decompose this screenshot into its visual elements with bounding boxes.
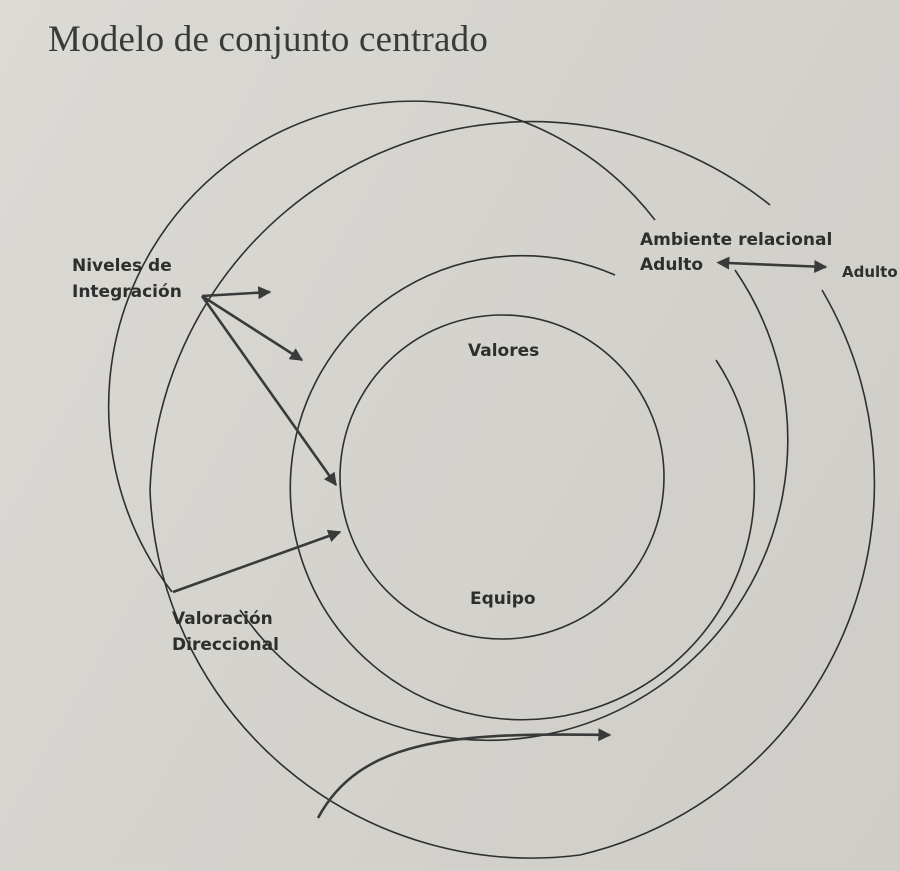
label-adulto-right: Adulto (842, 263, 898, 281)
label-equipo: Equipo (470, 589, 536, 609)
label-valores: Valores (468, 341, 540, 361)
arrow-valoracion (173, 532, 340, 592)
label-ambiente-line2: Adulto (640, 255, 704, 275)
arrow-adulto-adulto (728, 263, 826, 267)
curved-growth-arrow (318, 734, 610, 818)
label-valoracion-line2: Direccional (172, 635, 279, 655)
arrow-integracion-3 (202, 296, 336, 485)
ring-3-upper (109, 101, 655, 592)
page-title: Modelo de conjunto centrado (48, 19, 489, 60)
label-ambiente-line1: Ambiente relacional (640, 230, 833, 250)
label-niveles-line1: Niveles de (72, 256, 172, 276)
ring-2 (290, 256, 754, 720)
label-valoracion-line1: Valoración (172, 609, 273, 629)
label-niveles-line2: Integración (72, 282, 182, 302)
arrow-integracion-2 (202, 296, 302, 360)
